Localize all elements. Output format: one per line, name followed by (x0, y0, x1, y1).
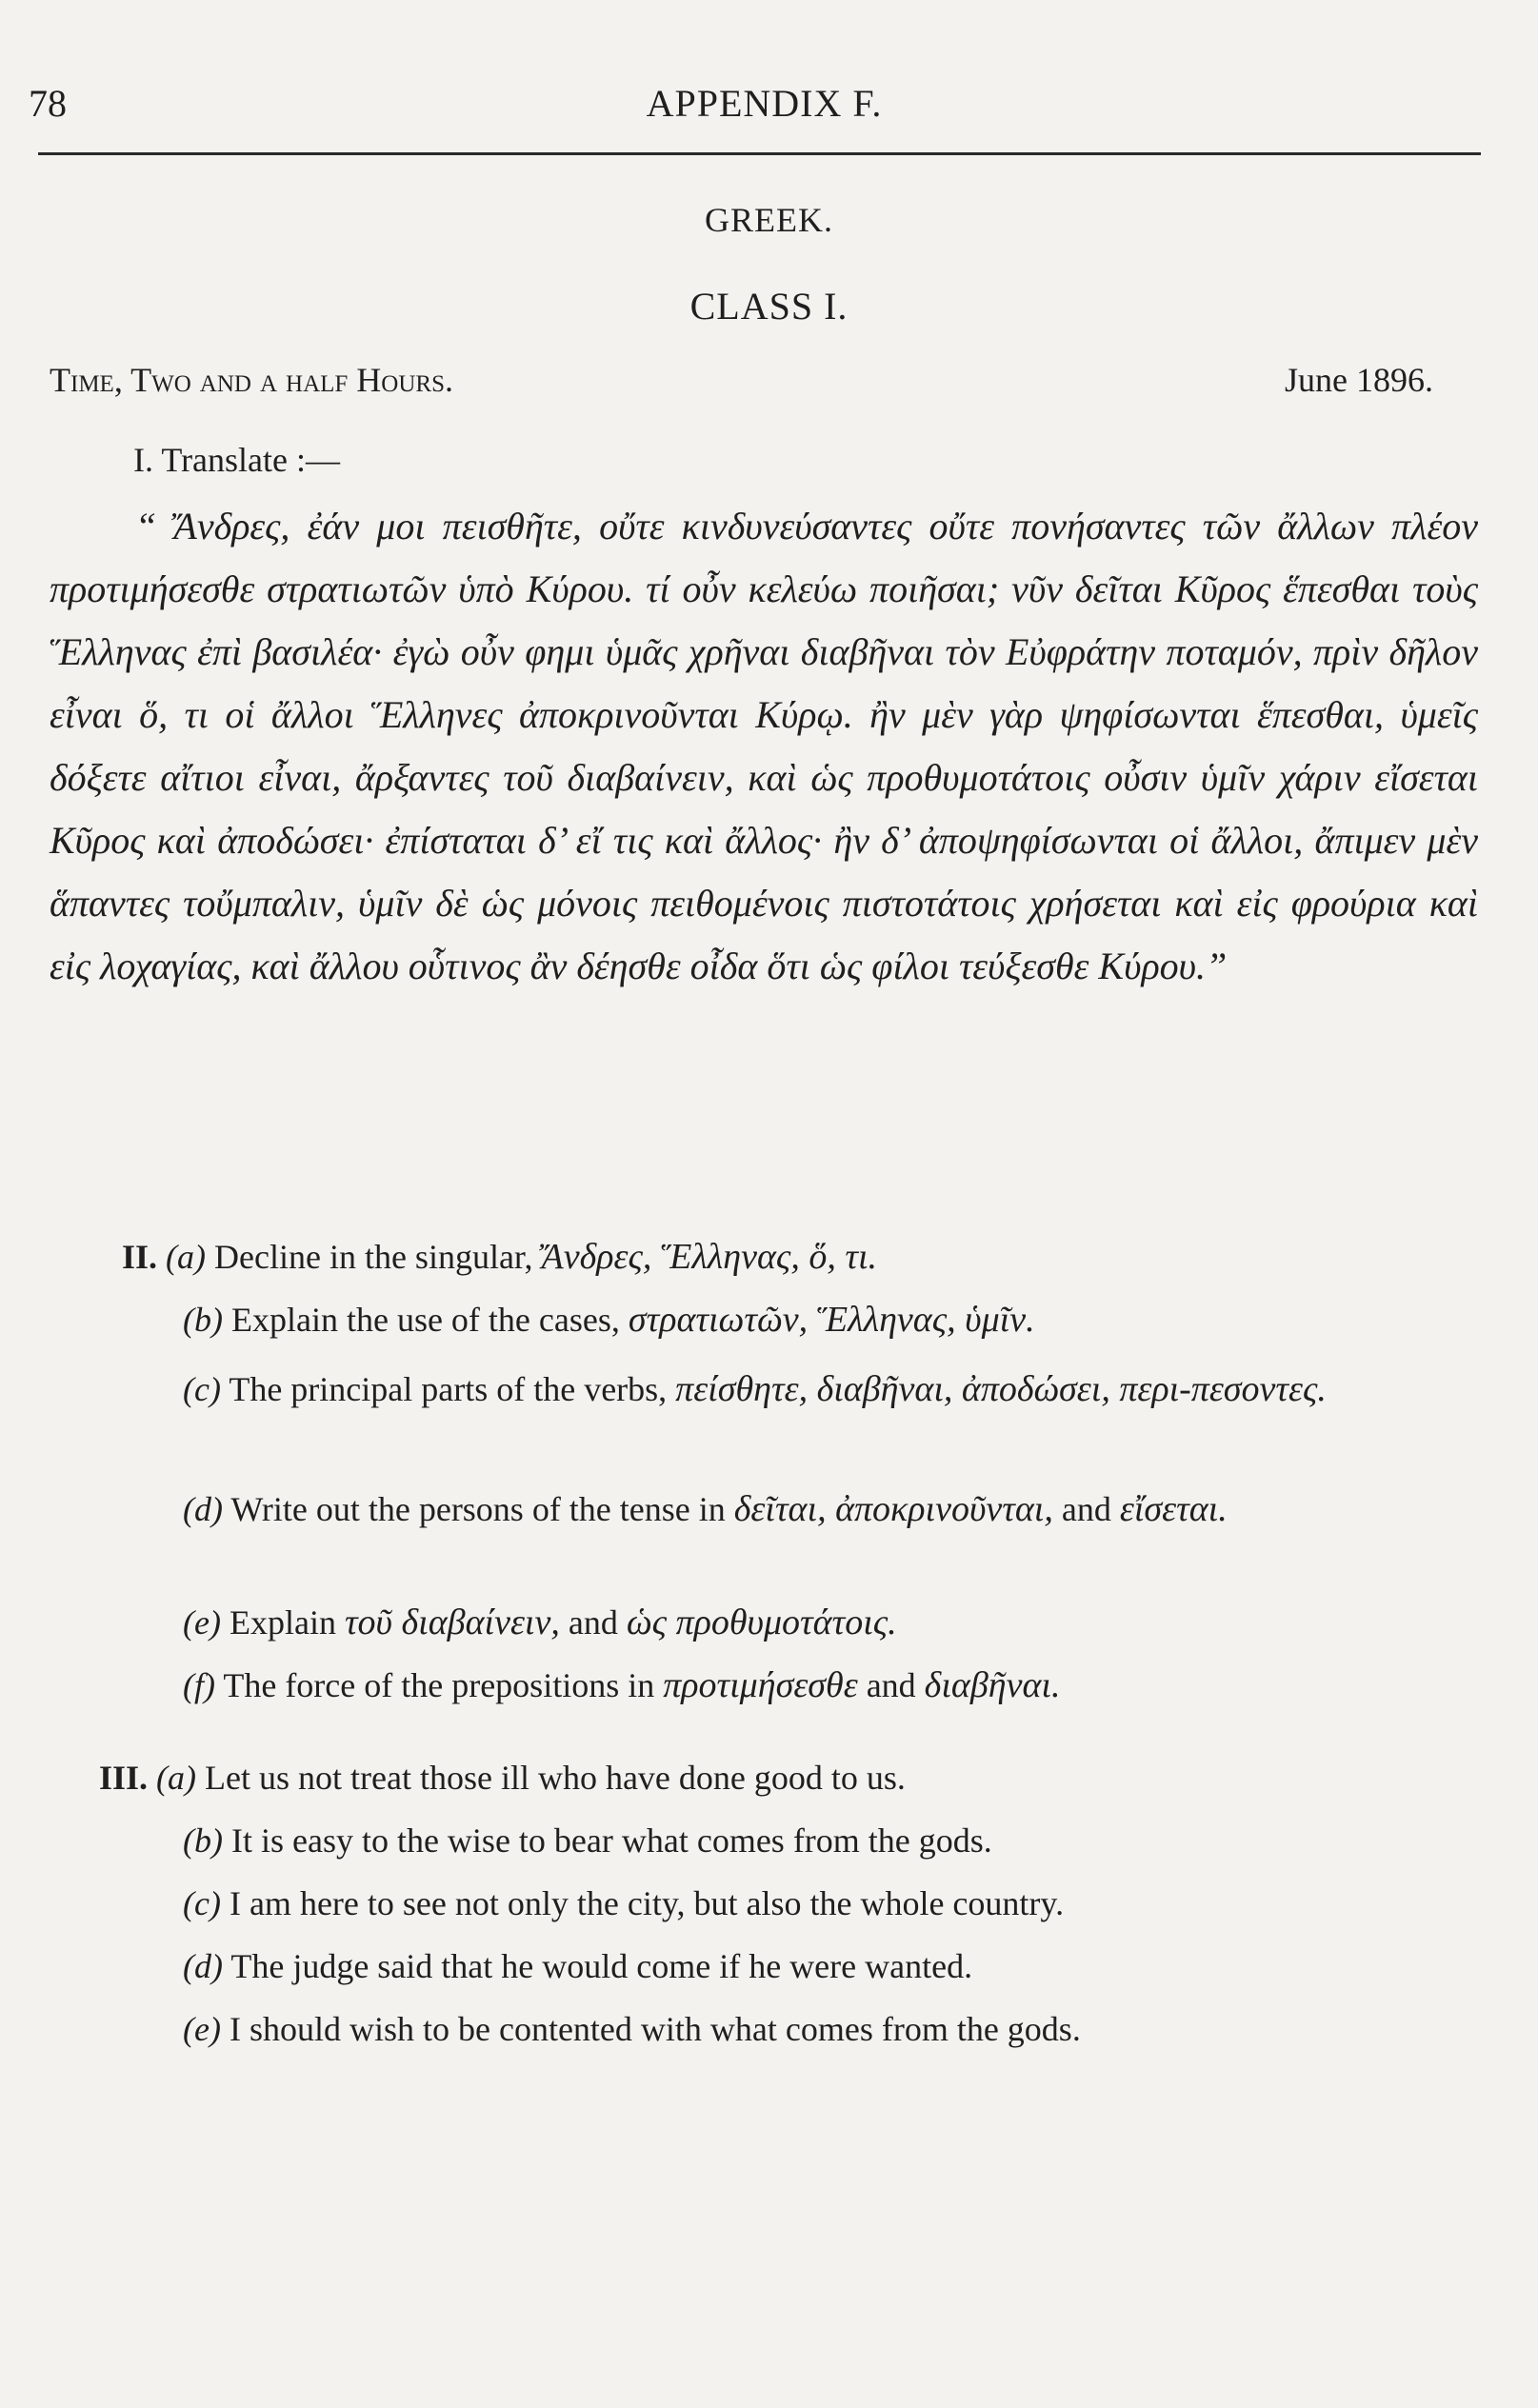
question-1-label: I. Translate :— (133, 441, 341, 479)
item-text: Let us not treat those ill who have done good to us. (205, 1759, 906, 1797)
item-text: Explain the use of the cases, (230, 1301, 620, 1339)
item-letter: (b) (183, 1301, 223, 1339)
item-letter: (e) (183, 1603, 221, 1642)
item-text: and (1061, 1490, 1111, 1528)
greek-passage: “ Ἄνδρες, ἐάν μοι πεισθῆτε, οὔτε κινδυνεύσαντες οὔτε πονήσαντες τῶν ἄλλων πλέον προτιμήσεσθε στρατιωτῶν ὑπὸ Κύρου. τί οὖν κελεύω ποιῆσαι; νῦν δεῖται Κῦρος ἕπεσθαι τοὺς Ἕλληνας ἐπὶ βασιλέα· ἐγὼ οὖν φημι ὑμᾶς χρῆναι διαβῆναι τὸν Εὐφράτην ποταμόν, πρὶν δῆλον εἶναι ὅ, τι οἱ ἄλλοι Ἕλληνες ἀποκρινοῦνται Κύρῳ. ἢν μὲν γὰρ ψηφίσωνται ἕπεσθαι, ὑμεῖς δόξετε αἴτιοι εἶναι, ἄρξαντες τοῦ διαβαίνειν, καὶ ὡς προθυμοτάτοις οὖσιν ὑμῖν χάριν εἴσεται Κῦρος καὶ ἀποδώσει· ἐπίσταται δ’ εἴ τις καὶ ἄλλος· ἢν δ’ ἀποψηφίσωνται οἱ ἄλλοι, ἄπιμεν μὲν ἅπαντες τοὔμπαλιν, ὑμῖν δὲ ὡς μόνοις πειθομένοις πιστοτάτοις χρήσεται καὶ εἰς φρούρια καὶ εἰς λοχαγίας, καὶ ἄλλου οὗτινος ἂν δέησθε οἶδα ὅτι ὡς φίλοι τεύξεσθε Κύρου.” (50, 505, 1478, 987)
question-2d (50, 1482, 1538, 1537)
page-header (29, 81, 1500, 138)
item-letter: (d) (183, 1947, 223, 1985)
item-greek: διαβῆναι. (924, 1665, 1061, 1705)
item-greek: τοῦ διαβαίνειν, (344, 1602, 560, 1642)
item-greek: ὡς προθυμοτάτοις. (626, 1602, 897, 1642)
item-letter: (c) (183, 1370, 221, 1408)
question-2a (50, 1236, 1538, 1278)
item-letter: (a) (166, 1238, 207, 1276)
question-3a (50, 1758, 906, 1798)
item-text: Explain (229, 1603, 336, 1642)
class-heading: CLASS I. (689, 285, 849, 328)
item-letter: (d) (183, 1490, 223, 1528)
question-2b (50, 1299, 1538, 1341)
item-letter: (a) (156, 1759, 197, 1797)
item-text: The force of the prepositions in (223, 1666, 655, 1704)
item-letter: (b) (183, 1821, 223, 1860)
item-greek: Ἄνδρες, Ἕλληνας, ὅ, τι. (541, 1237, 878, 1277)
item-text: The judge said that he would come if he were wanted. (230, 1947, 973, 1985)
question-2e (50, 1602, 1538, 1643)
time-allowed: Time, Two and a half Hours. (50, 361, 453, 399)
exam-date: June 1896. (1285, 361, 1433, 399)
item-text: Decline in the singular, (214, 1238, 533, 1276)
question-2-number: II. (122, 1238, 158, 1276)
item-letter: (c) (183, 1884, 221, 1922)
item-text: I am here to see not only the city, but also the whole country. (229, 1884, 1065, 1922)
item-greek: δεῖται, ἀποκρινοῦνται, (733, 1489, 1053, 1529)
item-letter: (f) (183, 1666, 215, 1704)
question-2c (50, 1362, 1538, 1417)
item-letter: (e) (183, 2010, 221, 2048)
question-3d (50, 1946, 972, 1986)
question-3b (50, 1821, 992, 1861)
question-2f (50, 1664, 1538, 1706)
item-text: It is easy to the wise to bear what comes from the gods. (230, 1821, 992, 1860)
question-3e (50, 2009, 1081, 2049)
item-greek: προτιμήσεσθε (663, 1665, 858, 1705)
page-number: 78 (29, 82, 67, 125)
header-rule (38, 152, 1481, 155)
item-greek: εἴσεται. (1119, 1489, 1228, 1529)
item-text: and (568, 1603, 618, 1642)
question-3c (50, 1883, 1064, 1923)
item-text: and (866, 1666, 916, 1704)
item-greek: στρατιωτῶν, Ἕλληνας, ὑμῖν. (628, 1300, 1035, 1340)
subject-heading: GREEK. (705, 201, 833, 239)
running-head: APPENDIX F. (646, 82, 883, 125)
item-text: I should wish to be contented with what comes from the gods. (229, 2010, 1081, 2048)
item-text: Write out the persons of the tense in (230, 1490, 726, 1528)
item-text: The principal parts of the verbs, (229, 1370, 668, 1408)
item-greek: πείσθητε, διαβῆναι, ἀποδώσει, περι-πεσοντες. (675, 1369, 1327, 1409)
question-3-number: III. (99, 1759, 149, 1797)
